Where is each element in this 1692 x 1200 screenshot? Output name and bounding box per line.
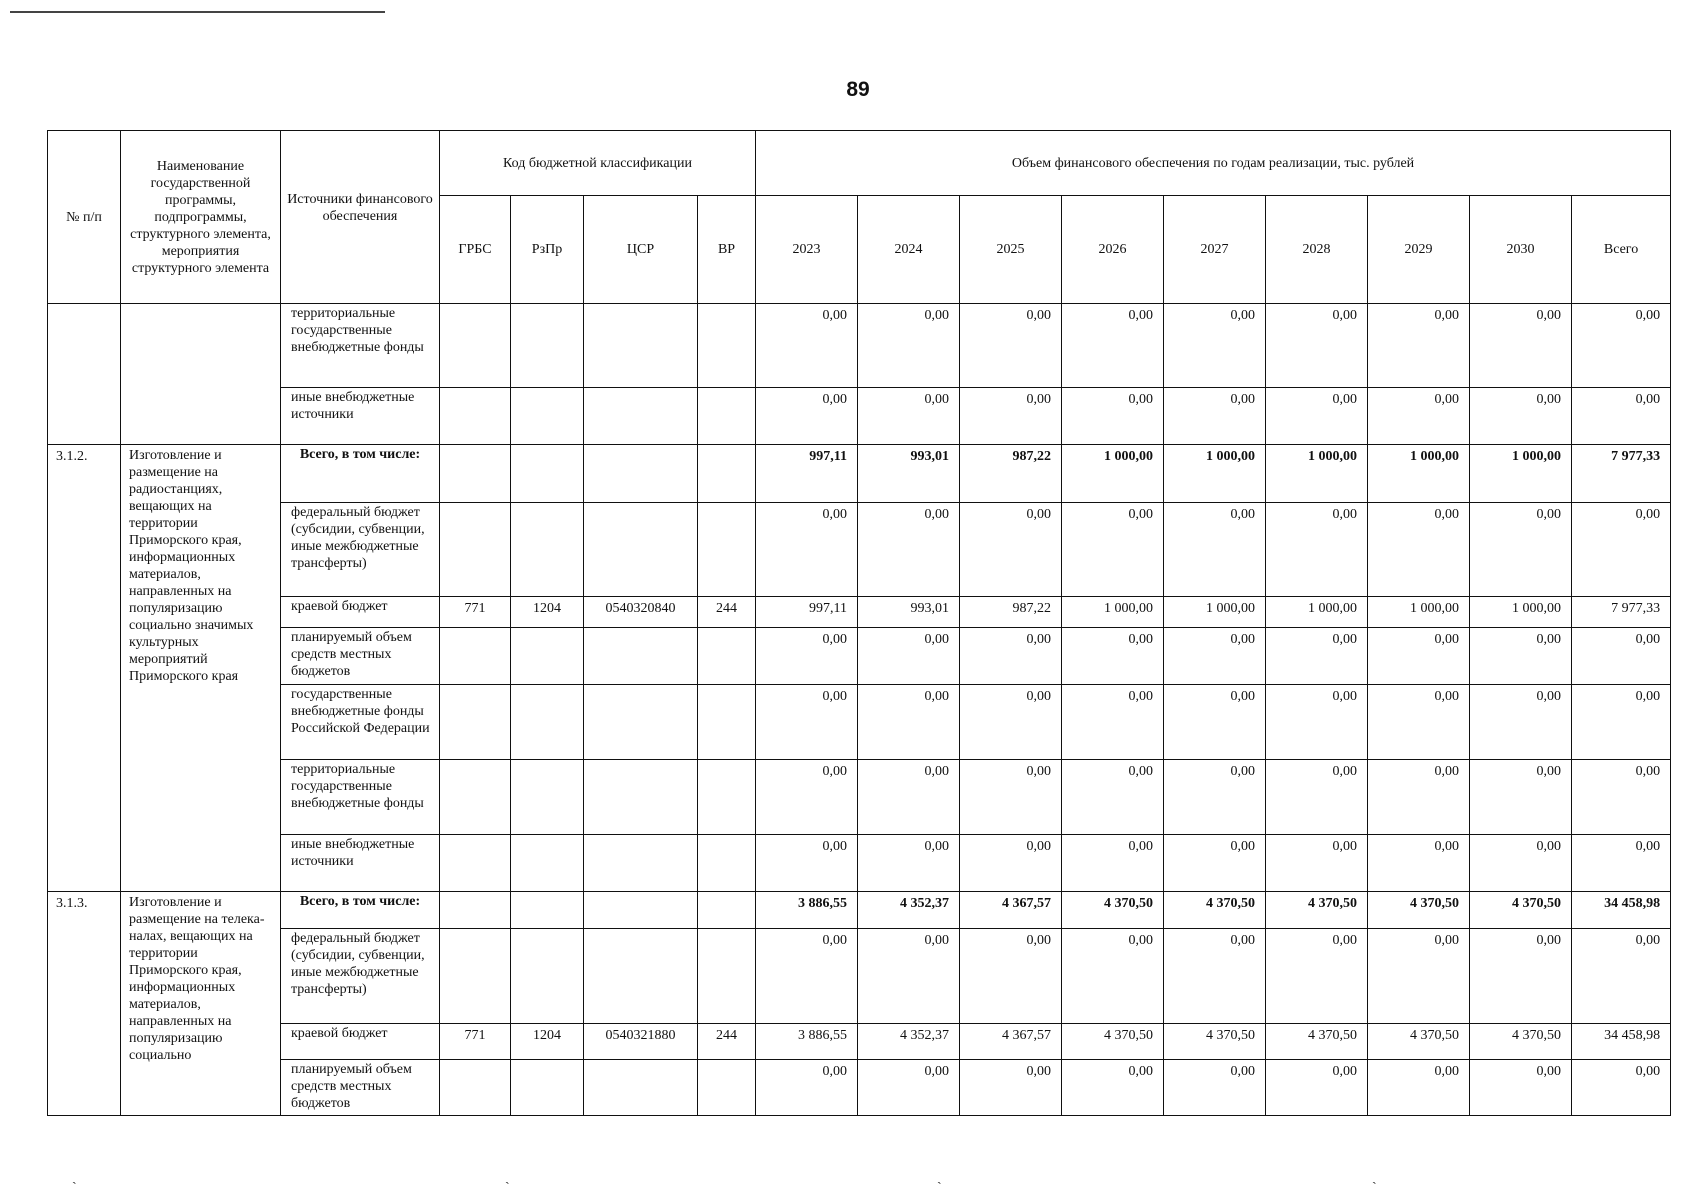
rzpr-code — [511, 760, 584, 835]
vr-code — [698, 503, 756, 597]
csr-code: 0540321880 — [584, 1024, 698, 1060]
top-rule — [10, 11, 385, 13]
scan-mark: ˎ — [72, 1170, 77, 1185]
header-csr: ЦСР — [584, 196, 698, 304]
header-year: 2029 — [1368, 196, 1470, 304]
grbs-code — [440, 388, 511, 445]
value-cell: 0,00 — [1368, 388, 1470, 445]
header-year: 2025 — [960, 196, 1062, 304]
value-cell: 0,00 — [1470, 835, 1572, 892]
value-cell: 0,00 — [1368, 835, 1470, 892]
value-cell: 4 352,37 — [858, 892, 960, 929]
rzpr-code — [511, 445, 584, 503]
value-cell: 4 367,57 — [960, 1024, 1062, 1060]
value-cell: 0,00 — [858, 304, 960, 388]
value-cell: 0,00 — [858, 628, 960, 685]
value-cell: 0,00 — [1062, 1060, 1164, 1116]
value-cell: 0,00 — [1266, 304, 1368, 388]
value-cell: 0,00 — [1572, 628, 1671, 685]
header-vr: ВР — [698, 196, 756, 304]
grbs-code — [440, 304, 511, 388]
value-cell: 0,00 — [1266, 835, 1368, 892]
value-cell: 0,00 — [1062, 685, 1164, 760]
csr-code — [584, 929, 698, 1024]
value-cell: 3 886,55 — [756, 1024, 858, 1060]
csr-code — [584, 388, 698, 445]
table-row — [48, 597, 1671, 628]
value-cell: 3 886,55 — [756, 892, 858, 929]
grbs-code — [440, 445, 511, 503]
value-cell: 0,00 — [960, 835, 1062, 892]
value-cell: 0,00 — [1164, 929, 1266, 1024]
value-cell: 0,00 — [1470, 388, 1572, 445]
vr-code — [698, 445, 756, 503]
vr-code: 244 — [698, 1024, 756, 1060]
grbs-code: 771 — [440, 1024, 511, 1060]
value-cell: 34 458,98 — [1572, 1024, 1671, 1060]
header-name: Наименование государственной программы, подпрограммы, структурного элемента, мероприятия структурного элемента — [121, 131, 281, 304]
rzpr-code — [511, 388, 584, 445]
header-grbs: ГРБС — [440, 196, 511, 304]
vr-code — [698, 892, 756, 929]
value-cell: 34 458,98 — [1572, 892, 1671, 929]
value-cell: 0,00 — [1470, 1060, 1572, 1116]
value-cell: 0,00 — [1368, 685, 1470, 760]
value-cell: 0,00 — [1572, 685, 1671, 760]
value-cell: 4 370,50 — [1062, 1024, 1164, 1060]
value-cell: 0,00 — [1164, 835, 1266, 892]
funding-source: иные внебюджетные источники — [281, 835, 440, 892]
rzpr-code — [511, 304, 584, 388]
value-cell: 0,00 — [1062, 835, 1164, 892]
header-year: 2024 — [858, 196, 960, 304]
value-cell: 0,00 — [1368, 503, 1470, 597]
rzpr-code — [511, 892, 584, 929]
value-cell: 997,11 — [756, 445, 858, 503]
value-cell: 0,00 — [1266, 685, 1368, 760]
value-cell: 0,00 — [960, 304, 1062, 388]
funding-source: краевой бюджет — [281, 1024, 440, 1060]
value-cell: 0,00 — [756, 628, 858, 685]
vr-code — [698, 685, 756, 760]
funding-source: планируемый объем средств местных бюджетов — [281, 628, 440, 685]
value-cell: 0,00 — [960, 929, 1062, 1024]
value-cell: 0,00 — [1368, 760, 1470, 835]
funding-source: Всего, в том числе: — [281, 892, 440, 929]
value-cell: 0,00 — [960, 1060, 1062, 1116]
funding-source: иные внебюджетные источники — [281, 388, 440, 445]
header-year: 2023 — [756, 196, 858, 304]
table-body — [48, 304, 1671, 1116]
value-cell: 1 000,00 — [1470, 597, 1572, 628]
rzpr-code — [511, 685, 584, 760]
value-cell: 0,00 — [858, 835, 960, 892]
value-cell: 0,00 — [858, 388, 960, 445]
item-number: 3.1.3. — [48, 892, 121, 1116]
funding-source: территориальные государственные внебюджетные фонды — [281, 304, 440, 388]
value-cell: 0,00 — [1164, 304, 1266, 388]
value-cell: 4 370,50 — [1164, 892, 1266, 929]
rzpr-code — [511, 628, 584, 685]
item-name: Изготовление и размещение на радиостанциях, вещающих на территории Приморского края, информационных материалов, направленных на популяризацию социально значимых культурных мероприятий Приморского края — [121, 445, 281, 892]
item-number: 3.1.2. — [48, 445, 121, 892]
value-cell: 0,00 — [858, 1060, 960, 1116]
grbs-code — [440, 760, 511, 835]
value-cell: 1 000,00 — [1266, 597, 1368, 628]
grbs-code — [440, 685, 511, 760]
value-cell: 0,00 — [1572, 503, 1671, 597]
value-cell: 1 000,00 — [1164, 445, 1266, 503]
vr-code — [698, 388, 756, 445]
value-cell: 0,00 — [756, 835, 858, 892]
value-cell: 4 370,50 — [1470, 1024, 1572, 1060]
value-cell: 0,00 — [756, 685, 858, 760]
value-cell: 987,22 — [960, 597, 1062, 628]
csr-code: 0540320840 — [584, 597, 698, 628]
value-cell: 7 977,33 — [1572, 597, 1671, 628]
value-cell: 987,22 — [960, 445, 1062, 503]
rzpr-code — [511, 1060, 584, 1116]
value-cell: 997,11 — [756, 597, 858, 628]
header-code-group: Код бюджетной классификации — [440, 131, 756, 196]
csr-code — [584, 760, 698, 835]
value-cell: 0,00 — [1062, 304, 1164, 388]
value-cell: 0,00 — [960, 503, 1062, 597]
grbs-code — [440, 628, 511, 685]
value-cell: 0,00 — [858, 503, 960, 597]
value-cell: 0,00 — [1368, 304, 1470, 388]
vr-code: 244 — [698, 597, 756, 628]
value-cell: 0,00 — [1266, 628, 1368, 685]
value-cell: 0,00 — [1470, 685, 1572, 760]
grbs-code — [440, 929, 511, 1024]
value-cell: 0,00 — [756, 929, 858, 1024]
table-row — [48, 445, 1671, 503]
header-year: 2026 — [1062, 196, 1164, 304]
value-cell: 4 370,50 — [1368, 1024, 1470, 1060]
value-cell: 1 000,00 — [1164, 597, 1266, 628]
value-cell: 0,00 — [1266, 388, 1368, 445]
vr-code — [698, 929, 756, 1024]
value-cell: 0,00 — [756, 760, 858, 835]
grbs-code — [440, 503, 511, 597]
value-cell: 0,00 — [1164, 685, 1266, 760]
rzpr-code — [511, 835, 584, 892]
csr-code — [584, 628, 698, 685]
value-cell: 1 000,00 — [1266, 445, 1368, 503]
value-cell: 0,00 — [1164, 1060, 1266, 1116]
value-cell: 0,00 — [1062, 760, 1164, 835]
value-cell: 0,00 — [1572, 1060, 1671, 1116]
rzpr-code: 1204 — [511, 597, 584, 628]
value-cell: 0,00 — [1572, 760, 1671, 835]
table-row — [48, 1024, 1671, 1060]
value-cell: 1 000,00 — [1062, 597, 1164, 628]
header-year: 2028 — [1266, 196, 1368, 304]
value-cell: 0,00 — [1470, 628, 1572, 685]
header-year: 2030 — [1470, 196, 1572, 304]
value-cell: 0,00 — [1062, 503, 1164, 597]
scan-mark: ˎ — [937, 1170, 942, 1185]
value-cell: 993,01 — [858, 597, 960, 628]
value-cell: 0,00 — [1266, 760, 1368, 835]
csr-code — [584, 503, 698, 597]
vr-code — [698, 760, 756, 835]
value-cell: 0,00 — [1062, 929, 1164, 1024]
value-cell: 0,00 — [1164, 388, 1266, 445]
funding-source: федеральный бюджет (субсидии, субвенции, иные межбюджетные трансферты) — [281, 929, 440, 1024]
value-cell: 1 000,00 — [1470, 445, 1572, 503]
value-cell: 1 000,00 — [1062, 445, 1164, 503]
table-row — [48, 685, 1671, 760]
value-cell: 0,00 — [1062, 388, 1164, 445]
value-cell: 0,00 — [1266, 1060, 1368, 1116]
num-cell — [48, 304, 121, 445]
funding-source: федеральный бюджет (субсидии, субвенции, иные межбюджетные трансферты) — [281, 503, 440, 597]
value-cell: 4 367,57 — [960, 892, 1062, 929]
grbs-code — [440, 835, 511, 892]
value-cell: 0,00 — [1266, 503, 1368, 597]
value-cell: 0,00 — [1572, 929, 1671, 1024]
value-cell: 0,00 — [858, 685, 960, 760]
funding-source: Всего, в том числе: — [281, 445, 440, 503]
value-cell: 4 370,50 — [1062, 892, 1164, 929]
funding-source: государственные внебюджетные фонды Российской Федерации — [281, 685, 440, 760]
value-cell: 4 370,50 — [1266, 1024, 1368, 1060]
value-cell: 0,00 — [960, 628, 1062, 685]
rzpr-code — [511, 503, 584, 597]
value-cell: 0,00 — [1164, 628, 1266, 685]
table-row — [48, 892, 1671, 929]
header-volume-group: Объем финансового обеспечения по годам реализации, тыс. рублей — [756, 131, 1671, 196]
vr-code — [698, 628, 756, 685]
rzpr-code — [511, 929, 584, 1024]
value-cell: 0,00 — [960, 685, 1062, 760]
value-cell: 0,00 — [1572, 388, 1671, 445]
table-row — [48, 304, 1671, 388]
scan-mark: ˎ — [1372, 1170, 1377, 1185]
table-row — [48, 760, 1671, 835]
value-cell: 0,00 — [1572, 835, 1671, 892]
table-row — [48, 503, 1671, 597]
value-cell: 0,00 — [1368, 628, 1470, 685]
value-cell: 0,00 — [1164, 503, 1266, 597]
value-cell: 0,00 — [1470, 304, 1572, 388]
value-cell: 0,00 — [1368, 929, 1470, 1024]
grbs-code — [440, 892, 511, 929]
csr-code — [584, 892, 698, 929]
budget-table — [47, 130, 1671, 1116]
vr-code — [698, 835, 756, 892]
csr-code — [584, 685, 698, 760]
value-cell: 0,00 — [960, 760, 1062, 835]
value-cell: 1 000,00 — [1368, 445, 1470, 503]
value-cell: 4 370,50 — [1470, 892, 1572, 929]
csr-code — [584, 304, 698, 388]
value-cell: 4 370,50 — [1368, 892, 1470, 929]
value-cell: 0,00 — [858, 929, 960, 1024]
table-row — [48, 835, 1671, 892]
value-cell: 0,00 — [1572, 304, 1671, 388]
value-cell: 1 000,00 — [1368, 597, 1470, 628]
value-cell: 4 370,50 — [1164, 1024, 1266, 1060]
item-name: Изготовление и размещение на телека- налах, вещающих на территории Приморского края, информационных материалов, направленных на популяризацию социально — [121, 892, 281, 1116]
table-row — [48, 388, 1671, 445]
header-rzpr: РзПр — [511, 196, 584, 304]
value-cell: 0,00 — [756, 503, 858, 597]
table-row — [48, 628, 1671, 685]
value-cell: 0,00 — [1266, 929, 1368, 1024]
value-cell: 0,00 — [1470, 760, 1572, 835]
value-cell: 7 977,33 — [1572, 445, 1671, 503]
table-row — [48, 1060, 1671, 1116]
value-cell: 993,01 — [858, 445, 960, 503]
funding-source: планируемый объем средств местных бюджетов — [281, 1060, 440, 1116]
value-cell: 4 352,37 — [858, 1024, 960, 1060]
value-cell: 0,00 — [756, 388, 858, 445]
value-cell: 0,00 — [756, 1060, 858, 1116]
name-cell — [121, 304, 281, 445]
header-total: Всего — [1572, 196, 1671, 304]
value-cell: 0,00 — [1164, 760, 1266, 835]
value-cell: 0,00 — [1062, 628, 1164, 685]
rzpr-code: 1204 — [511, 1024, 584, 1060]
value-cell: 0,00 — [1470, 929, 1572, 1024]
header-num: № п/п — [48, 131, 121, 304]
csr-code — [584, 835, 698, 892]
table-header — [48, 131, 1671, 304]
value-cell: 0,00 — [1470, 503, 1572, 597]
csr-code — [584, 1060, 698, 1116]
table-row — [48, 929, 1671, 1024]
csr-code — [584, 445, 698, 503]
page-number: 89 — [846, 78, 870, 101]
scan-mark: ˎ — [505, 1170, 510, 1185]
funding-source: территориальные государственные внебюджетные фонды — [281, 760, 440, 835]
funding-source: краевой бюджет — [281, 597, 440, 628]
value-cell: 0,00 — [960, 388, 1062, 445]
value-cell: 4 370,50 — [1266, 892, 1368, 929]
grbs-code: 771 — [440, 597, 511, 628]
header-source: Источники финансового обеспечения — [281, 131, 440, 304]
vr-code — [698, 304, 756, 388]
grbs-code — [440, 1060, 511, 1116]
value-cell: 0,00 — [756, 304, 858, 388]
value-cell: 0,00 — [1368, 1060, 1470, 1116]
value-cell: 0,00 — [858, 760, 960, 835]
vr-code — [698, 1060, 756, 1116]
header-year: 2027 — [1164, 196, 1266, 304]
